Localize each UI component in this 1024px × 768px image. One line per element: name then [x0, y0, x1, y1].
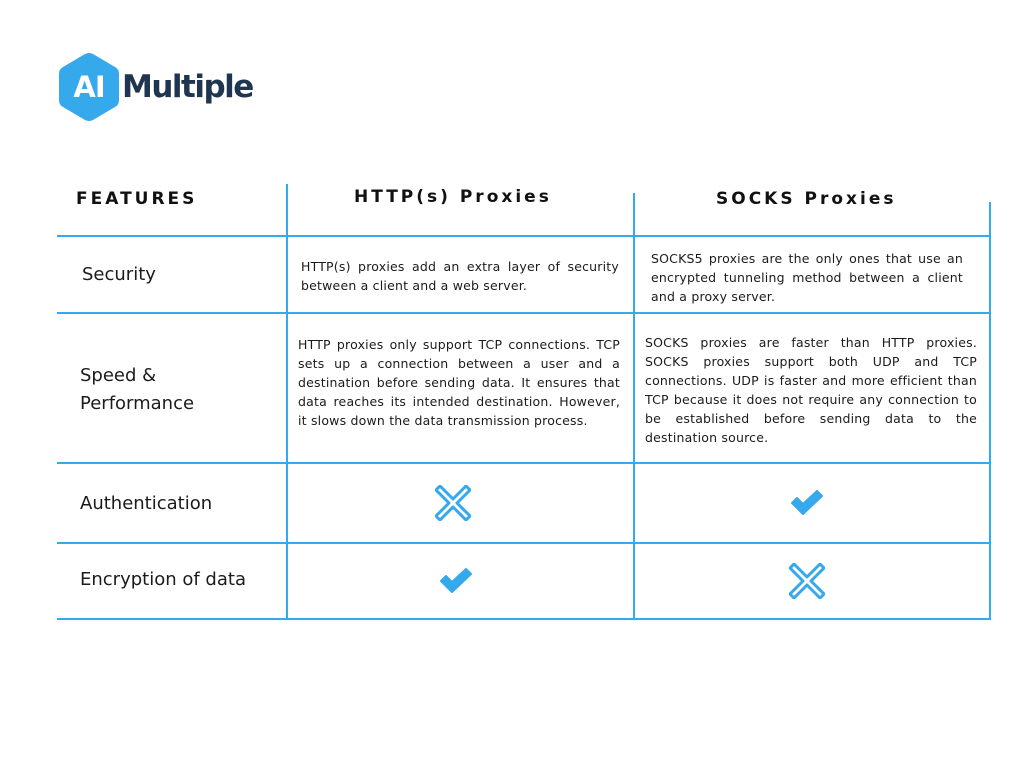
row-divider	[57, 618, 991, 620]
column-divider	[989, 202, 991, 620]
row-divider	[57, 462, 991, 464]
cell-security-socks: SOCKS5 proxies are the only ones that use an encrypted tunneling method between a client and a proxy server.	[651, 251, 963, 304]
column-divider	[633, 193, 635, 620]
header-socks-proxies: SOCKS Proxies	[716, 189, 897, 209]
cross-icon	[789, 563, 825, 599]
column-divider	[286, 184, 288, 620]
row-label-security: Security	[82, 264, 156, 285]
row-divider	[57, 542, 991, 544]
check-icon	[439, 568, 473, 594]
row-divider	[57, 235, 991, 237]
header-http-proxies: HTTP(s) Proxies	[354, 187, 552, 207]
ai-multiple-logo	[58, 52, 253, 122]
header-features: FEATURES	[76, 189, 198, 209]
cell-speed-http: HTTP proxies only support TCP connections. TCP sets up a connection between a user and a destination before sending data. It ensures that data reaches its intended destination. However, it slows down the data transmission process.	[298, 337, 620, 428]
row-divider	[57, 312, 991, 314]
row-label-encryption-of-data: Encryption of data	[80, 569, 246, 590]
check-icon	[790, 490, 824, 516]
logo-mark-text: AI	[73, 70, 105, 104]
cross-icon	[435, 485, 471, 521]
row-label-authentication: Authentication	[80, 493, 213, 514]
logo-hexagon-mark	[58, 52, 120, 122]
cell-security-http: HTTP(s) proxies add an extra layer of security between a client and a web server.	[301, 259, 619, 293]
logo-wordmark: Multiple	[122, 69, 253, 105]
cell-speed-socks: SOCKS proxies are faster than HTTP proxies. SOCKS proxies support both UDP and TCP connections. UDP is faster and more efficient than TCP because it does not require any connection to be established before sending data to the destination source.	[645, 335, 977, 445]
row-label-speed-performance: Speed & Performance	[80, 365, 195, 414]
